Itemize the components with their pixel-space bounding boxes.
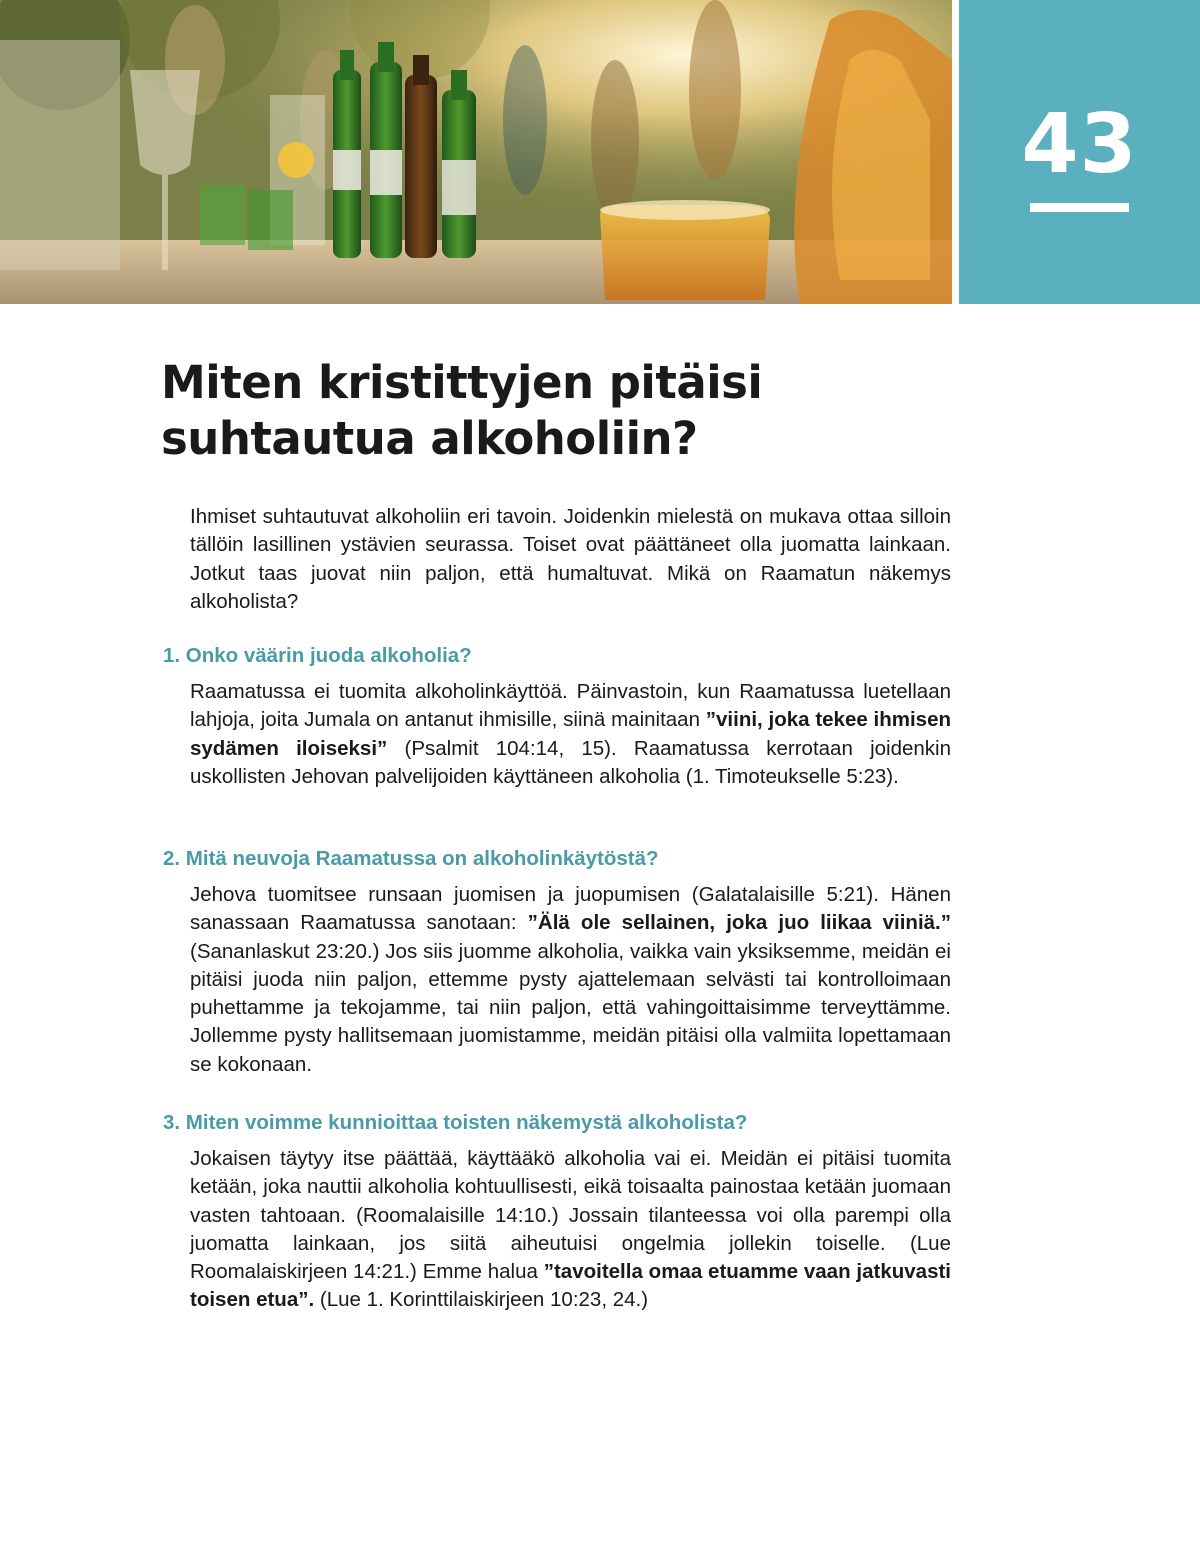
answer-1-text-b: (Psalmit 104:14, 15). Raamatussa kerrotaan joidenkin uskollisten Jehovan palvelijoiden käyttäneen alkoholia (1. Timoteukselle 5:23).	[190, 736, 951, 788]
question-3-heading: 3. Miten voimme kunnioittaa toisten näkemystä alkoholista?	[163, 1111, 748, 1134]
hero-photo-illustration	[0, 0, 952, 304]
answer-3-quote: ”tavoitella omaa etuamme vaan jatkuvasti toisen etua”.	[190, 1260, 951, 1312]
answer-2-text-a: Jehova tuomitsee runsaan juomisen ja juopumisen (Galatalaisille 5:21). Hänen sanassaan Raamatussa sanotaan:	[190, 883, 951, 935]
intro-paragraph: Ihmiset suhtautuvat alkoholiin eri tavoin. Joidenkin mielestä on mukava ottaa silloin tällöin lasillinen ystävien seurassa. Toiset ovat päättäneet olla juomatta lainkaan. Jotkut taas juovat niin paljon, että humaltuvat. Mikä on Raamatun näkemys alkoholista?	[190, 505, 951, 613]
page-title-line-2: suhtautua alkoholiin?	[161, 412, 698, 465]
answer-1-quote: ”viini, joka tekee ihmisen sydämen iloiseksi”	[190, 708, 952, 760]
hero-photo	[0, 0, 952, 304]
answer-3-text-a: Jokaisen täytyy itse päättää, käyttääkö alkoholia vai ei. Meidän ei pitäisi tuomita ketään, joka nauttii alkoholia kohtuullisesti, eikä toisaalta painostaa ketään juomaan vasten tahtoaan. (Roomalaisille 14:10.) Jossain tilanteessa voi olla parempi olla juomatta lainkaan, jos siitä aiheutuisi ongelmia jollekin toiselle. (Lue Roomalaiskirjeen 14:21.) Emme halua	[190, 1147, 951, 1284]
question-2-heading: 2. Mitä neuvoja Raamatussa on alkoholinkäytöstä?	[163, 847, 659, 870]
question-1-heading: 1. Onko väärin juoda alkoholia?	[163, 644, 472, 667]
answer-1-paragraph	[190, 678, 951, 791]
answer-3-paragraph	[190, 1145, 951, 1315]
page-title	[161, 355, 961, 467]
chapter-number: 43	[1021, 97, 1138, 192]
page-title-line-1: Miten kristittyjen pitäisi	[161, 356, 763, 409]
chapter-number-underline	[1030, 203, 1129, 212]
answer-2-paragraph	[190, 881, 951, 1079]
answer-2-quote: ”Älä ole sellainen, joka juo liikaa viiniä.”	[527, 911, 951, 935]
answer-2-text-b: (Sananlaskut 23:20.) Jos siis juomme alkoholia, vaikka vain yksiksemme, meidän ei pitäisi juoda niin paljon, ettemme pysty ajattelemaan selvästi tai kontrolloimaan puhettamme ja tekojamme, tai niin paljon, että vahingoittaisimme terveyttämme. Jollemme pysty hallitsemaan juomistamme, meidän pitäisi olla valmiita lopettamaan se kokonaan.	[190, 939, 951, 1076]
answer-1-text-a: Raamatussa ei tuomita alkoholinkäyttöä. Päinvastoin, kun Raamatussa luetellaan lahjoja, joita Jumala on antanut ihmisille, siinä mainitaan	[190, 680, 951, 732]
chapter-number-panel	[959, 0, 1200, 304]
answer-3-text-b: (Lue 1. Korinttilaiskirjeen 10:23, 24.)	[314, 1288, 649, 1312]
